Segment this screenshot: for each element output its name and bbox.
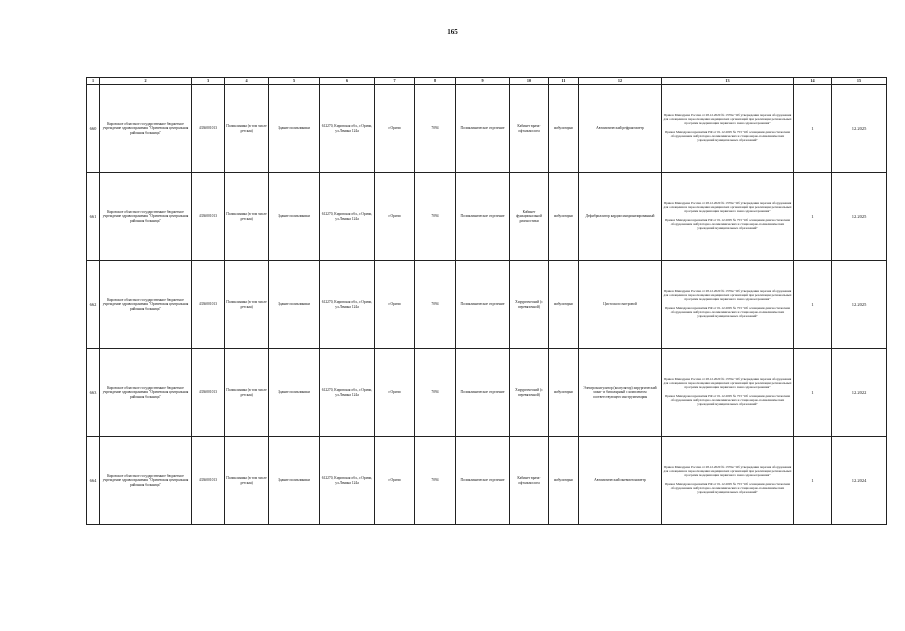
division-cell: Поликлиника (в том числе детская) — [225, 173, 269, 261]
legal-basis-cell — [662, 349, 794, 437]
legal-basis-order-b: Приказ Минздравсоцразвития РФ от 01.12.2005 № 753 "Об оснащении диагностическим оборудованием амбулаторно-поликлинических и стационарно-поликлинических учреждений муниципальных образований" — [665, 482, 790, 494]
division-cell: Поликлиника (в том числе детская) — [225, 349, 269, 437]
settlement-cell: г.Оричи — [375, 261, 415, 349]
settlement-cell: г.Оричи — [375, 173, 415, 261]
date-cell: 12.2024 — [832, 437, 887, 525]
date-cell: 12.2025 — [832, 173, 887, 261]
department-cell: Поликлиническое отделение — [456, 349, 510, 437]
column-header: 12 — [579, 78, 662, 85]
inn-cell: 4336001013 — [192, 85, 225, 173]
column-header: 6 — [320, 78, 375, 85]
row-number-cell: 663 — [87, 349, 100, 437]
settlement-cell: г.Оричи — [375, 349, 415, 437]
care-type-cell: амбулаторно — [549, 349, 579, 437]
legal-basis-order-a: Приказ Минздрава России от 28.12.2020 № 1379н "Об утверждении перечня оборудования для оснащения и переоснащения медицинских организаций при реализации региональных программ модернизации первичного звена здравоохранения" — [663, 289, 792, 302]
legal-basis-order-a: Приказ Минздрава России от 28.12.2020 № 1379н "Об утверждении перечня оборудования для оснащения и переоснащения медицинских организаций при реализации региональных программ модернизации первичного звена здравоохранения" — [663, 113, 792, 126]
equipment-cell: Автоматический пневмотонометр — [579, 437, 662, 525]
room-cell: Хирургический (с перевязочной) — [510, 349, 549, 437]
column-header: 13 — [662, 78, 794, 85]
legal-basis-cell — [662, 437, 794, 525]
inn-cell: 4336001013 — [192, 261, 225, 349]
settlement-cell: г.Оричи — [375, 85, 415, 173]
date-cell: 12.2025 — [832, 261, 887, 349]
legal-basis-order-b: Приказ Минздравсоцразвития РФ от 01.12.2005 № 753 "Об оснащении диагностическим оборудованием амбулаторно-поликлинических и стационарно-поликлинических учреждений муниципальных образований" — [665, 218, 790, 230]
column-header: 1 — [87, 78, 100, 85]
code-cell: 7094 — [415, 349, 456, 437]
row-number-cell: 664 — [87, 437, 100, 525]
legal-basis-cell — [662, 261, 794, 349]
code-cell: 7094 — [415, 261, 456, 349]
department-cell: Поликлиническое отделение — [456, 261, 510, 349]
inn-cell: 4336001013 — [192, 349, 225, 437]
equipment-table — [86, 77, 887, 525]
department-cell: Поликлиническое отделение — [456, 437, 510, 525]
building-cell: Здание поликлиники — [269, 349, 320, 437]
address-cell: 612270, Кировская обл., г.Оричи, ул.Ленина 124а — [320, 261, 375, 349]
room-cell: Кабинет врача-офтальмолога — [510, 85, 549, 173]
address-cell: 612270, Кировская обл., г.Оричи, ул.Ленина 124а — [320, 437, 375, 525]
organization-cell: Кировское областное государственное бюджетное учреждение здравоохранения "Оричевская центральная районная больница" — [100, 349, 192, 437]
row-number-cell: 661 — [87, 173, 100, 261]
column-header: 7 — [375, 78, 415, 85]
division-cell: Поликлиника (в том числе детская) — [225, 261, 269, 349]
date-cell: 12.2022 — [832, 349, 887, 437]
division-cell: Поликлиника (в том числе детская) — [225, 437, 269, 525]
column-header: 4 — [225, 78, 269, 85]
legal-basis-cell — [662, 173, 794, 261]
column-header: 5 — [269, 78, 320, 85]
table-row — [87, 85, 887, 173]
legal-basis-order-a: Приказ Минздрава России от 28.12.2020 № 1379н "Об утверждении перечня оборудования для оснащения и переоснащения медицинских организаций при реализации региональных программ модернизации первичного звена здравоохранения" — [663, 465, 792, 478]
header-row — [87, 78, 887, 85]
settlement-cell: г.Оричи — [375, 437, 415, 525]
row-number-cell: 660 — [87, 85, 100, 173]
equipment-cell: Дефибриллятор кардиосинхронизированный — [579, 173, 662, 261]
legal-basis-cell — [662, 85, 794, 173]
legal-basis-order-b: Приказ Минздравсоцразвития РФ от 01.12.2005 № 753 "Об оснащении диагностическим оборудованием амбулаторно-поликлинических и стационарно-поликлинических учреждений муниципальных образований" — [665, 394, 790, 406]
legal-basis-order-a: Приказ Минздрава России от 28.12.2020 № 1379н "Об утверждении перечня оборудования для оснащения и переоснащения медицинских организаций при реализации региональных программ модернизации первичного звена здравоохранения" — [663, 377, 792, 390]
inn-cell: 4336001013 — [192, 173, 225, 261]
department-cell: Поликлиническое отделение — [456, 173, 510, 261]
organization-cell: Кировское областное государственное бюджетное учреждение здравоохранения "Оричевская центральная районная больница" — [100, 437, 192, 525]
table-row — [87, 261, 887, 349]
column-header: 9 — [456, 78, 510, 85]
table-row — [87, 437, 887, 525]
department-cell: Поликлиническое отделение — [456, 85, 510, 173]
quantity-cell: 1 — [794, 173, 832, 261]
organization-cell: Кировское областное государственное бюджетное учреждение здравоохранения "Оричевская центральная районная больница" — [100, 261, 192, 349]
building-cell: Здание поликлиники — [269, 261, 320, 349]
care-type-cell: амбулаторно — [549, 85, 579, 173]
quantity-cell: 1 — [794, 85, 832, 173]
address-cell: 612270, Кировская обл., г.Оричи, ул.Ленина 124а — [320, 173, 375, 261]
row-number-cell: 662 — [87, 261, 100, 349]
address-cell: 612270, Кировская обл., г.Оричи, ул.Ленина 124а — [320, 349, 375, 437]
column-header: 2 — [100, 78, 192, 85]
column-header: 3 — [192, 78, 225, 85]
quantity-cell: 1 — [794, 437, 832, 525]
room-cell: Хирургический (с перевязочной) — [510, 261, 549, 349]
building-cell: Здание поликлиники — [269, 437, 320, 525]
column-header: 10 — [510, 78, 549, 85]
equipment-cell: Цистоскоп смотровой — [579, 261, 662, 349]
code-cell: 7094 — [415, 173, 456, 261]
equipment-cell: Автоматический рефрактометр — [579, 85, 662, 173]
column-header: 8 — [415, 78, 456, 85]
care-type-cell: амбулаторно — [549, 173, 579, 261]
care-type-cell: амбулаторно — [549, 437, 579, 525]
legal-basis-order-b: Приказ Минздравсоцразвития РФ от 01.12.2005 № 753 "Об оснащении диагностическим оборудованием амбулаторно-поликлинических и стационарно-поликлинических учреждений муниципальных образований" — [665, 306, 790, 318]
legal-basis-order-a: Приказ Минздрава России от 28.12.2020 № 1379н "Об утверждении перечня оборудования для оснащения и переоснащения медицинских организаций при реализации региональных программ модернизации первичного звена здравоохранения" — [663, 201, 792, 214]
table-row — [87, 349, 887, 437]
building-cell: Здание поликлиники — [269, 85, 320, 173]
table-body — [87, 85, 887, 525]
equipment-cell: Электрокоагулятор (коагулятор) хирургический моно- и биполярный с комплектом соответствующего инструментария — [579, 349, 662, 437]
care-type-cell: амбулаторно — [549, 261, 579, 349]
legal-basis-order-b: Приказ Минздравсоцразвития РФ от 01.12.2005 № 753 "Об оснащении диагностическим оборудованием амбулаторно-поликлинических и стационарно-поликлинических учреждений муниципальных образований" — [665, 130, 790, 142]
room-cell: Кабинет функциональной диагностики — [510, 173, 549, 261]
column-header: 15 — [832, 78, 887, 85]
quantity-cell: 1 — [794, 349, 832, 437]
quantity-cell: 1 — [794, 261, 832, 349]
room-cell: Кабинет врача-офтальмолога — [510, 437, 549, 525]
table-row — [87, 173, 887, 261]
column-header: 11 — [549, 78, 579, 85]
address-cell: 612270, Кировская обл., г.Оричи, ул.Ленина 124а — [320, 85, 375, 173]
code-cell: 7094 — [415, 437, 456, 525]
column-header: 14 — [794, 78, 832, 85]
organization-cell: Кировское областное государственное бюджетное учреждение здравоохранения "Оричевская центральная районная больница" — [100, 85, 192, 173]
date-cell: 12.2025 — [832, 85, 887, 173]
building-cell: Здание поликлиники — [269, 173, 320, 261]
organization-cell: Кировское областное государственное бюджетное учреждение здравоохранения "Оричевская центральная районная больница" — [100, 173, 192, 261]
division-cell: Поликлиника (в том числе детская) — [225, 85, 269, 173]
code-cell: 7094 — [415, 85, 456, 173]
page-number: 165 — [447, 28, 458, 36]
inn-cell: 4336001013 — [192, 437, 225, 525]
